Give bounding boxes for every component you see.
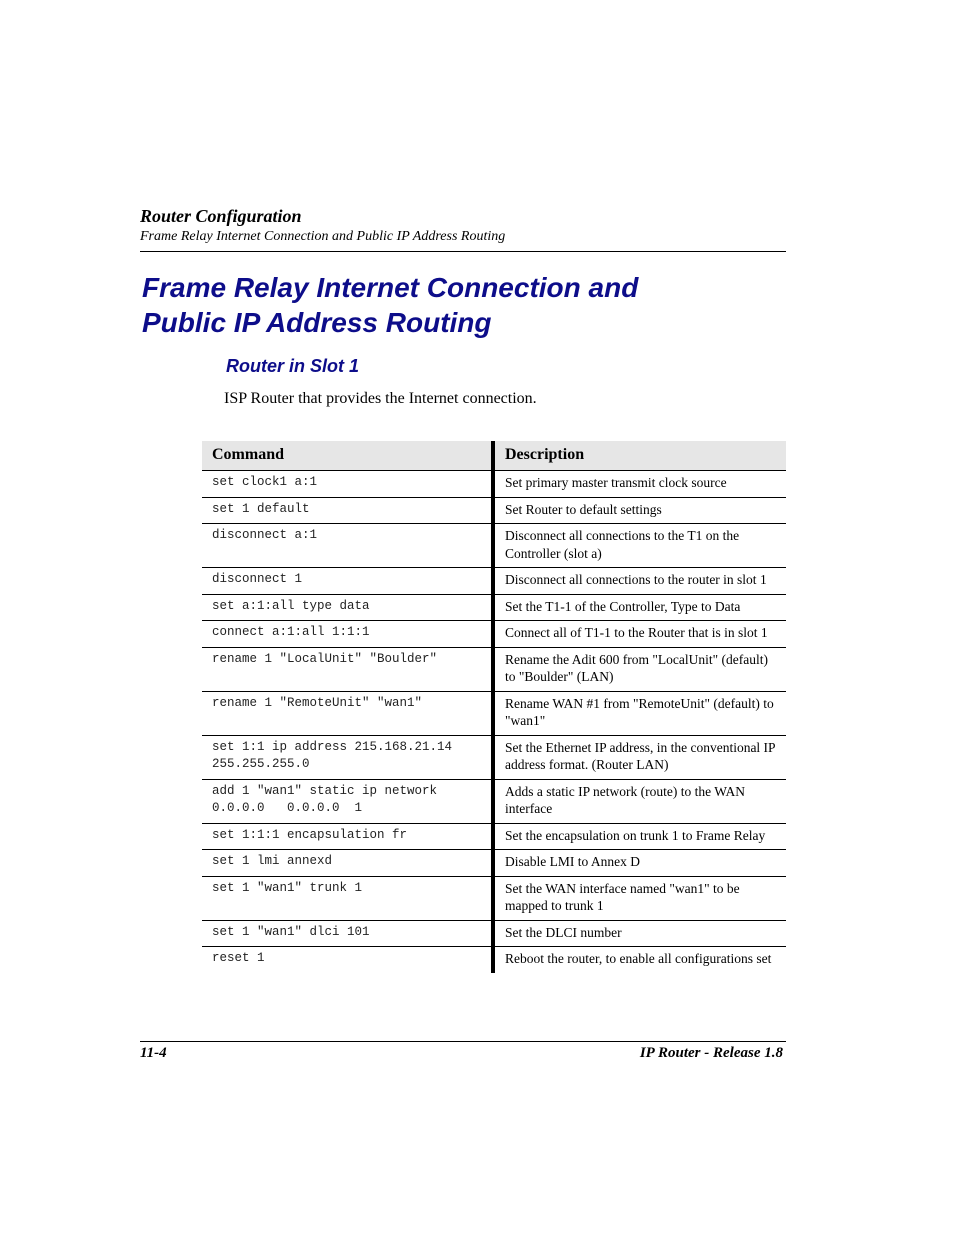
description-cell: Set the T1-1 of the Controller, Type to Data bbox=[493, 594, 786, 621]
description-cell: Rename WAN #1 from "RemoteUnit" (default) to "wan1" bbox=[493, 691, 786, 735]
running-head bbox=[140, 205, 786, 246]
description-cell: Set the Ethernet IP address, in the conventional IP address format. (Router LAN) bbox=[493, 735, 786, 779]
table-row bbox=[202, 497, 786, 524]
description-cell: Set primary master transmit clock source bbox=[493, 471, 786, 498]
section-subtitle: Router in Slot 1 bbox=[226, 356, 360, 376]
command-cell: set clock1 a:1 bbox=[202, 471, 493, 498]
page-title-line-1: Frame Relay Internet Connection and bbox=[142, 272, 639, 303]
table-header-row bbox=[202, 441, 786, 471]
description-cell: Disable LMI to Annex D bbox=[493, 850, 786, 877]
running-head-section: Frame Relay Internet Connection and Public IP Address Routing bbox=[140, 229, 506, 244]
command-cell: disconnect a:1 bbox=[202, 524, 493, 568]
table-row bbox=[202, 735, 786, 779]
page-title bbox=[142, 270, 782, 340]
description-column-header: Description bbox=[493, 441, 786, 471]
description-cell: Disconnect all connections to the T1 on the Controller (slot a) bbox=[493, 524, 786, 568]
table-row bbox=[202, 779, 786, 823]
description-cell: Set the DLCI number bbox=[493, 920, 786, 947]
command-cell: set 1 default bbox=[202, 497, 493, 524]
description-cell: Reboot the router, to enable all configurations set bbox=[493, 947, 786, 973]
command-cell: connect a:1:all 1:1:1 bbox=[202, 621, 493, 648]
table-row bbox=[202, 471, 786, 498]
description-cell: Connect all of T1-1 to the Router that is in slot 1 bbox=[493, 621, 786, 648]
table-row bbox=[202, 621, 786, 648]
command-cell: set 1 lmi annexd bbox=[202, 850, 493, 877]
command-cell: add 1 "wan1" static ip network 0.0.0.0 0.0.0.0 1 bbox=[202, 779, 493, 823]
command-cell: set a:1:all type data bbox=[202, 594, 493, 621]
description-cell: Set the WAN interface named "wan1" to be mapped to trunk 1 bbox=[493, 876, 786, 920]
description-cell: Adds a static IP network (route) to the WAN interface bbox=[493, 779, 786, 823]
command-cell: set 1:1 ip address 215.168.21.14 255.255.255.0 bbox=[202, 735, 493, 779]
page-title-line-2: Public IP Address Routing bbox=[142, 307, 492, 338]
running-head-chapter: Router Configuration bbox=[140, 206, 302, 226]
description-cell: Disconnect all connections to the router in slot 1 bbox=[493, 568, 786, 595]
description-cell: Rename the Adit 600 from "LocalUnit" (default) to "Boulder" (LAN) bbox=[493, 647, 786, 691]
command-cell: disconnect 1 bbox=[202, 568, 493, 595]
description-cell: Set the encapsulation on trunk 1 to Frame Relay bbox=[493, 823, 786, 850]
table-row bbox=[202, 691, 786, 735]
command-cell: set 1 "wan1" trunk 1 bbox=[202, 876, 493, 920]
table-row bbox=[202, 647, 786, 691]
command-column-header: Command bbox=[202, 441, 493, 471]
command-cell: rename 1 "RemoteUnit" "wan1" bbox=[202, 691, 493, 735]
table-row bbox=[202, 823, 786, 850]
description-cell: Set Router to default settings bbox=[493, 497, 786, 524]
command-cell: reset 1 bbox=[212, 951, 265, 965]
command-cell: set 1 "wan1" dlci 101 bbox=[202, 920, 493, 947]
table-row bbox=[202, 947, 786, 973]
table-row bbox=[202, 920, 786, 947]
table-row bbox=[202, 876, 786, 920]
table-row bbox=[202, 568, 786, 595]
table-row bbox=[202, 524, 786, 568]
footer-doc-title: IP Router - Release 1.8 bbox=[639, 1045, 783, 1061]
command-table bbox=[202, 441, 786, 973]
table-row bbox=[202, 594, 786, 621]
command-cell: rename 1 "LocalUnit" "Boulder" bbox=[202, 647, 493, 691]
page-number: 11-4 bbox=[140, 1045, 167, 1061]
command-cell: set 1:1:1 encapsulation fr bbox=[202, 823, 493, 850]
footer-divider bbox=[140, 1041, 786, 1042]
table-row bbox=[202, 850, 786, 877]
header-divider bbox=[140, 251, 786, 252]
intro-paragraph: ISP Router that provides the Internet connection. bbox=[224, 390, 537, 407]
